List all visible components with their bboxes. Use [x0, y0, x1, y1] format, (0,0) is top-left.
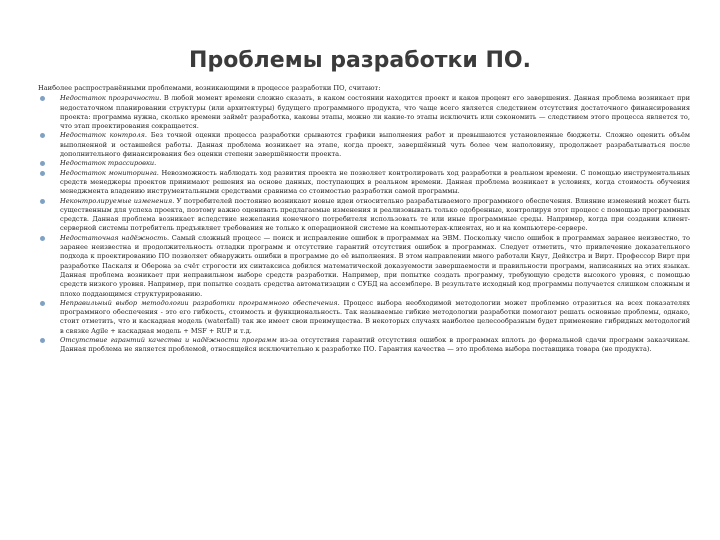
item-lead: Отсутствие гарантий качества и надёжности программ — [60, 336, 277, 345]
item-lead: Недостаток прозрачности. — [60, 94, 162, 103]
bullet-icon — [40, 236, 45, 241]
bullet-icon — [40, 133, 45, 138]
list-item — [38, 299, 690, 336]
bullet-icon — [40, 338, 45, 343]
item-text: Без точной оценки процесса разработки срываются графики выполнения работ и превышаются установленные бюджеты. Сложно оценить объём выполненной и оставшейся работы. Данная проблема возникает на этапе, когда проект, завершённый чуть более чем наполовину, продолжает разрабатываться после дополнительного финансирования без оценки степени завершённости проекта. — [60, 131, 690, 159]
list-item — [38, 159, 690, 168]
bullet-icon — [40, 161, 45, 166]
item-lead: Неправильный выбор методологии разработки программного обеспечения. — [60, 298, 340, 307]
item-text: В любой момент времени сложно сказать, в каком состоянии находится проект и каков процент его завершения. Данная проблема возникает при недостаточном планировании структуры (или архитектуры) будущего программного продукта, что чаще всего является следствием отсутствия достаточного финансирования проекта: программа нужна, сколько времени займёт разработка, каковы этапы, можно ли какие-то этапы исключить или сэкономить — следствием этого процесса является то, что этап проектирования сокращается. — [60, 94, 690, 131]
list-item — [38, 336, 690, 355]
bullet-icon — [40, 199, 45, 204]
intro-text: Наиболее распространёнными проблемами, возникающими в процессе разработки ПО, считают: — [38, 84, 381, 92]
item-text: Невозможность наблюдать ход развития проекта не позволяет контролировать ход разработки в реальном времени. С помощью инструментальных средств менеджеры проектов принимают решения на основе данных, поступающих в реальном времени. Данная проблема возникает в условиях, когда стоимость обучения менеджмента владению инструментальными средствами сравнима со стоимостью разработки самой программы. — [60, 168, 690, 196]
list-item — [38, 131, 690, 159]
slide-title: Проблемы разработки ПО. — [189, 48, 531, 73]
item-lead: Недостаточная надёжность. — [60, 233, 170, 242]
item-lead: Неконтролируемые изменения. — [60, 196, 175, 205]
item-text: У потребителей постоянно возникают новые идеи относительно разрабатываемого программного обеспечения. Влияние изменений может быть существенным для успеха проекта, поэтому важно оценивать предлагаемые изменения и реализовывать только одобренные, контролируя этот процесс с помощью программных средств. Данная проблема возникает вследствие нежелания конечного потребителя использовать те или иные программные среды. Например, когда при создании клиент-серверной системы потребитель предъявляет требования не только к операционной системе на компьютерах-клиентах, но и на компьютере-сервере. — [60, 196, 690, 233]
list-item — [38, 169, 690, 197]
item-text: Самый сложный процесс — поиск и исправление ошибок в программах на ЭВМ. Поскольку число ошибок в программах заранее неизвестно, то заранее неизвестна и продолжительность отладки программ и отсутствие гарантий отсутствия ошибок в программах. Следует отметить, что привлечение доказательного подхода к проектированию ПО позволяет обнаружить ошибки в программе до её выполнения. В этом направлении много работали Кнут, Дейкстра и Вирт. Профессор Вирт при разработке Паскаля и Оберона за счёт строгости их синтаксиса добился математической доказуемости завершаемости и правильности программ, написанных на этих языках. Данная проблема возникает при неправильном выборе средств разработки. Например, при попытке создать программу, требующую средств высокого уровня, с помощью средств низкого уровня. Например, при попытке создать средства автоматизации с СУБД на ассемблере. В результате исходный код программы получается слишком сложным и плохо поддающимся структурированию. — [60, 233, 690, 298]
item-text: из-за отсутствия гарантий отсутствия ошибок в программах вплоть до формальной сдачи программ заказчикам. Данная проблема не является проблемой, относящейся исключительно к разработке ПО. Гарантия качества — это проблема выбора поставщика товара (не продукта). — [60, 336, 690, 354]
problem-list — [38, 94, 690, 354]
bullet-icon — [40, 96, 45, 101]
bullet-icon — [40, 301, 45, 306]
list-item — [38, 234, 690, 299]
item-lead: Недостаток контроля. — [60, 131, 147, 140]
item-lead: Недостаток трассировки. — [60, 159, 157, 168]
bullet-icon — [40, 171, 45, 176]
item-text: Процесс выбора необходимой методологии может проблемно отразиться на всех показателях программного обеспечения - это его гибкость, стоимость и функциональность. Так называемые гибкие методологии разработки помогают решать основные проблемы, однако, стоит отметить, что и каскадная модель (waterfall) так же имеет свои преимущества. В некоторых случаях наиболее целесообразным будет применение гибридных методологий в связке Agile + каскадная модель + MSF + RUP и т.д. — [60, 298, 690, 335]
list-item — [38, 197, 690, 234]
list-item — [38, 94, 690, 131]
slide-body — [38, 84, 690, 355]
item-lead: Недостаток мониторинга. — [60, 168, 159, 177]
